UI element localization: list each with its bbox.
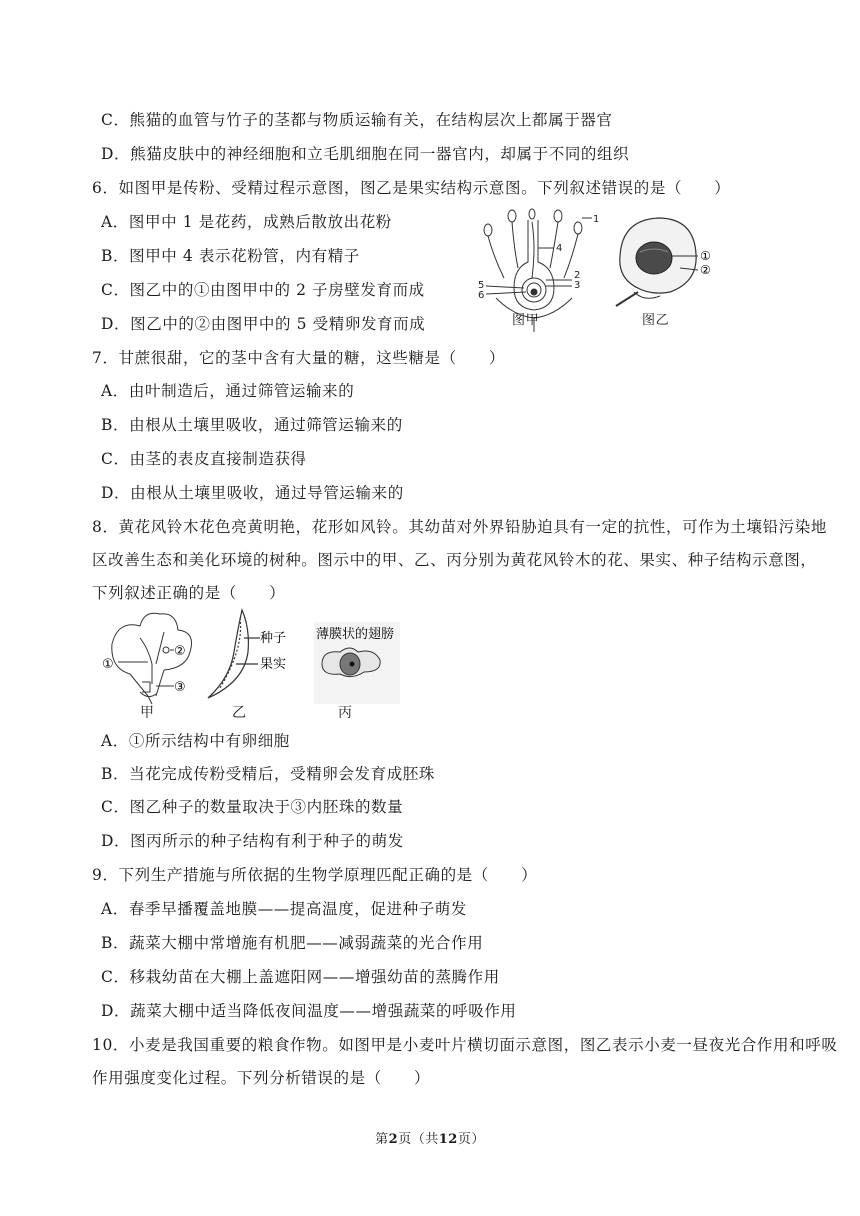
fig8-seed-label: 薄膜状的翅膀 <box>316 627 395 642</box>
q9-stem: 9．下列生产措施与所依据的生物学原理匹配正确的是（ ） <box>92 866 538 884</box>
fig8-flower-label-2: ② <box>174 644 186 659</box>
q8-stem-line2: 区改善生态和美化环境的树种。图示中的甲、乙、丙分别为黄花风铃木的花、果实、种子结构示意图， <box>92 551 817 569</box>
footer-page-number: 2 <box>388 1132 399 1147</box>
q6-stem: 6．如图甲是传粉、受精过程示意图，图乙是果实结构示意图。下列叙述错误的是（ ） <box>92 179 731 197</box>
fig6-label-3: 3 <box>574 280 581 291</box>
fig6-caption-jia: 图甲 <box>512 313 540 328</box>
q6-option-a: A．图甲中 1 是花药，成熟后散放出花粉 <box>101 213 392 231</box>
q9-option-c: C．移栽幼苗在大棚上盖遮阳网——增强幼苗的蒸腾作用 <box>101 968 500 986</box>
q6-option-c: C．图乙中的①由图甲中的 2 子房壁发育而成 <box>101 281 425 299</box>
q8-stem-line1: 8．黄花风铃木花色亮黄明艳，花形如风铃。其幼苗对外界铅胁迫具有一定的抗性，可作为土壤铅污染地 <box>92 518 827 536</box>
fig6-yi-label-2: ② <box>700 263 711 277</box>
q9-option-d: D．蔬菜大棚中适当降低夜间温度——增强蔬菜的呼吸作用 <box>101 1002 517 1020</box>
q8-option-b: B．当花完成传粉受精后，受精卵会发育成胚珠 <box>101 765 435 783</box>
fig8-caption-bing: 丙 <box>338 705 353 721</box>
fig6-label-2: 2 <box>574 270 581 281</box>
figure-yi-fruit <box>610 212 720 312</box>
footer-suffix: 页） <box>457 1132 485 1147</box>
q8-option-d: D．图丙所示的种子结构有利于种子的萌发 <box>101 832 404 850</box>
fig6-label-6: 6 <box>478 290 485 301</box>
q9-option-b: B．蔬菜大棚中常增施有机肥——减弱蔬菜的光合作用 <box>101 934 484 952</box>
fig8-caption-yi: 乙 <box>232 705 247 721</box>
q10-stem-line2: 作用强度变化过程。下列分析错误的是（ ） <box>92 1069 431 1087</box>
q5-option-d: D．熊猫皮肤中的神经细胞和立毛肌细胞在同一器官内，却属于不同的组织 <box>101 145 630 163</box>
q6-option-d: D．图乙中的②由图甲中的 5 受精卵发育而成 <box>101 315 426 333</box>
q5-option-c: C．熊猫的血管与竹子的茎都与物质运输有关，在结构层次上都属于器官 <box>101 111 613 129</box>
footer-prefix: 第 <box>375 1132 389 1147</box>
footer-total-pages: 12 <box>438 1132 458 1147</box>
fig8-flower-label-1: ① <box>102 657 114 672</box>
q9-option-a: A．春季早播覆盖地膜——提高温度，促进种子萌发 <box>101 900 467 918</box>
q7-option-b: B．由根从土壤里吸收，通过筛管运输来的 <box>101 416 403 434</box>
q8-stem-line3: 下列叙述正确的是（ ） <box>92 584 286 602</box>
fig6-caption-yi: 图乙 <box>642 313 670 328</box>
fig6-label-4: 4 <box>556 243 563 254</box>
fig6-label-5: 5 <box>478 280 485 291</box>
q8-option-c: C．图乙种子的数量取决于③内胚珠的数量 <box>101 798 404 816</box>
fig6-yi-label-1: ① <box>700 249 711 263</box>
fig8-caption-jia: 甲 <box>140 705 155 721</box>
q10-stem-line1: 10．小麦是我国重要的粮食作物。如图甲是小麦叶片横切面示意图，图乙表示小麦一昼夜光合作用和呼吸 <box>92 1036 838 1054</box>
q7-stem: 7．甘蔗很甜，它的茎中含有大量的糖，这些糖是（ ） <box>92 349 505 367</box>
q7-option-a: A．由叶制造后，通过筛管运输来的 <box>101 382 355 400</box>
fig8-fruit-label-fruit: 果实 <box>260 657 287 672</box>
q6-option-b: B．图甲中 4 表示花粉管，内有精子 <box>101 247 360 265</box>
fig6-label-1: 1 <box>593 214 600 225</box>
q7-option-d: D．由根从土壤里吸收，通过导管运输来的 <box>101 484 404 502</box>
fig8-fruit-label-seed: 种子 <box>260 631 287 646</box>
q8-option-a: A．①所示结构中有卵细胞 <box>101 732 290 750</box>
q7-option-c: C．由茎的表皮直接制造获得 <box>101 450 307 468</box>
page-footer <box>0 1128 860 1147</box>
fig8-flower-label-3: ③ <box>174 680 186 695</box>
footer-mid: 页（共 <box>398 1132 439 1147</box>
